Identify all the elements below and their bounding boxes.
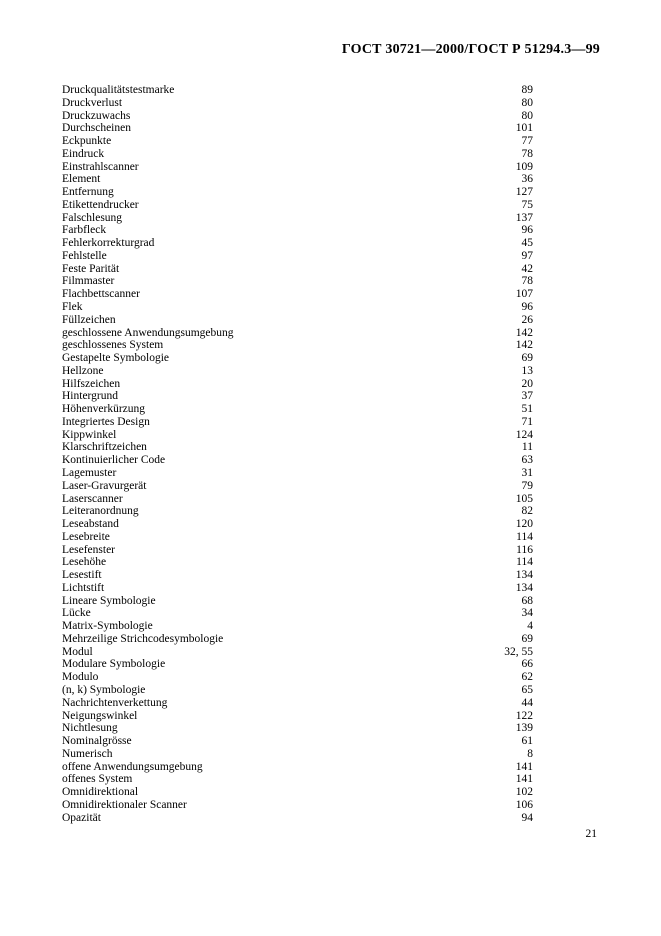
index-term: Druckzuwachs <box>62 109 131 122</box>
index-page-ref: 37 <box>521 390 533 403</box>
index-term: Kontinuierlicher Code <box>62 454 166 467</box>
index-page-ref: 4 <box>527 620 533 633</box>
index-page-ref: 26 <box>521 313 533 326</box>
index-page-ref: 42 <box>521 262 533 275</box>
index-term: Füllzeichen <box>62 313 116 326</box>
index-row <box>62 288 533 301</box>
index-term: Nominalgrösse <box>62 735 132 748</box>
index-row <box>62 199 533 212</box>
index-row <box>62 237 533 250</box>
index-page-ref: 80 <box>521 96 533 109</box>
index-row <box>62 735 533 748</box>
index-row <box>62 148 533 161</box>
index-row <box>62 390 533 403</box>
index-page-ref: 107 <box>515 288 533 301</box>
index-row <box>62 722 533 735</box>
index-row <box>62 748 533 761</box>
index-term: Opazität <box>62 811 101 824</box>
index-row <box>62 620 533 633</box>
index-term: Omnidirektionaler Scanner <box>62 798 187 811</box>
index-row <box>62 633 533 646</box>
index-page-ref: 141 <box>515 773 533 786</box>
index-page-ref: 127 <box>515 186 533 199</box>
index-page-ref: 96 <box>521 301 533 314</box>
index-page-ref: 114 <box>516 556 533 569</box>
index-page-ref: 20 <box>521 377 533 390</box>
index-page-ref: 65 <box>521 683 533 696</box>
index-term: Hintergrund <box>62 390 119 403</box>
index-page-ref: 36 <box>521 173 533 186</box>
index-row <box>62 607 533 620</box>
index-row <box>62 275 533 288</box>
index-row <box>62 212 533 225</box>
index-row <box>62 135 533 148</box>
index-page-ref: 66 <box>521 658 533 671</box>
index-row <box>62 493 533 506</box>
index-term: Flachbettscanner <box>62 288 140 301</box>
index-page-ref: 94 <box>521 811 533 824</box>
index-page-ref: 96 <box>521 224 533 237</box>
index-page-ref: 97 <box>521 249 533 262</box>
index-page-ref: 82 <box>521 505 533 518</box>
index-term: Modul <box>62 645 93 658</box>
index-row <box>62 684 533 697</box>
index-term: Gestapelte Symbologie <box>62 352 169 365</box>
index-page-ref: 34 <box>521 607 533 620</box>
index-page-ref: 120 <box>515 518 533 531</box>
index-term: Fehlerkorrekturgrad <box>62 237 155 250</box>
index-row <box>62 339 533 352</box>
index-row <box>62 799 533 812</box>
index-page-ref: 68 <box>521 594 533 607</box>
index-row <box>62 84 533 97</box>
index-term: Modulo <box>62 671 99 684</box>
index-term: Neigungswinkel <box>62 709 138 722</box>
index-term: Lesehöhe <box>62 556 107 569</box>
index-row <box>62 697 533 710</box>
index-term: Lesestift <box>62 569 102 582</box>
index-term: Flek <box>62 301 83 314</box>
index-list <box>62 84 533 824</box>
index-row <box>62 710 533 723</box>
index-page-ref: 69 <box>521 352 533 365</box>
document-header-title: ГОСТ 30721—2000/ГОСТ Р 51294.3—99 <box>341 42 600 57</box>
index-row <box>62 505 533 518</box>
index-term: Mehrzeilige Strichcodesymbologie <box>62 632 224 645</box>
index-row <box>62 378 533 391</box>
index-row <box>62 671 533 684</box>
index-term: Druckqualitätstestmarke <box>62 84 175 96</box>
page-number: 21 <box>585 828 597 840</box>
index-term: Etikettendrucker <box>62 198 139 211</box>
index-term: Lagemuster <box>62 466 117 479</box>
index-page-ref: 137 <box>515 211 533 224</box>
index-row <box>62 122 533 135</box>
index-page-ref: 80 <box>521 109 533 122</box>
index-page-ref: 116 <box>516 543 533 556</box>
index-term: Höhenverkürzung <box>62 403 146 416</box>
index-page-ref: 77 <box>521 135 533 148</box>
index-page-ref: 32, 55 <box>504 645 533 658</box>
index-page-ref: 71 <box>521 415 533 428</box>
index-row <box>62 365 533 378</box>
index-row <box>62 327 533 340</box>
index-term: Fehlstelle <box>62 249 107 262</box>
index-page-ref: 109 <box>515 160 533 173</box>
index-page-ref: 114 <box>516 530 533 543</box>
index-row <box>62 595 533 608</box>
index-row <box>62 480 533 493</box>
index-page-ref: 78 <box>521 147 533 160</box>
index-row <box>62 416 533 429</box>
index-row <box>62 518 533 531</box>
index-row <box>62 646 533 659</box>
index-page-ref: 124 <box>515 428 533 441</box>
index-row <box>62 250 533 263</box>
index-page-ref: 134 <box>515 581 533 594</box>
index-row <box>62 161 533 174</box>
index-page-ref: 122 <box>515 709 533 722</box>
index-term: Klarschriftzeichen <box>62 441 147 454</box>
index-term: Numerisch <box>62 747 113 760</box>
index-page-ref: 106 <box>515 798 533 811</box>
index-page-ref: 13 <box>521 364 533 377</box>
index-term: Nichtlesung <box>62 722 118 735</box>
index-row <box>62 773 533 786</box>
index-page-ref: 31 <box>521 466 533 479</box>
index-term: Eckpunkte <box>62 135 112 148</box>
index-page-ref: 89 <box>521 84 533 96</box>
index-row <box>62 314 533 327</box>
index-row <box>62 186 533 199</box>
index-term: Laser-Gravurgerät <box>62 479 147 492</box>
index-row <box>62 467 533 480</box>
index-term: Druckverlust <box>62 96 123 109</box>
index-term: Integriertes Design <box>62 415 150 428</box>
index-term: Hellzone <box>62 364 104 377</box>
index-page-ref: 102 <box>515 786 533 799</box>
index-term: Modulare Symbologie <box>62 658 166 671</box>
index-row <box>62 569 533 582</box>
index-row <box>62 224 533 237</box>
index-page-ref: 8 <box>527 747 533 760</box>
index-term: Laserscanner <box>62 492 123 505</box>
index-page-ref: 79 <box>521 479 533 492</box>
index-row <box>62 441 533 454</box>
index-page-ref: 51 <box>521 403 533 416</box>
index-term: Falschlesung <box>62 211 123 224</box>
index-page-ref: 11 <box>521 441 533 454</box>
index-term: offenes System <box>62 773 133 786</box>
index-term: Lineare Symbologie <box>62 594 156 607</box>
index-page-ref: 141 <box>515 760 533 773</box>
index-page-ref: 61 <box>521 735 533 748</box>
index-row <box>62 97 533 110</box>
index-row <box>62 352 533 365</box>
index-term: geschlossene Anwendungsumgebung <box>62 326 234 339</box>
index-term: Lücke <box>62 607 91 620</box>
index-row <box>62 786 533 799</box>
index-term: Farbfleck <box>62 224 107 237</box>
index-page-ref: 142 <box>515 326 533 339</box>
index-page-ref: 134 <box>515 569 533 582</box>
index-term: Lichtstift <box>62 581 105 594</box>
index-term: Matrix-Symbologie <box>62 620 153 633</box>
index-term: Element <box>62 173 101 186</box>
index-term: Eindruck <box>62 147 105 160</box>
index-term: (n, k) Symbologie <box>62 683 146 696</box>
index-term: Leseabstand <box>62 518 119 531</box>
index-term: Filmmaster <box>62 275 115 288</box>
index-row <box>62 582 533 595</box>
index-term: geschlossenes System <box>62 339 164 352</box>
index-term: Omnidirektional <box>62 786 139 799</box>
index-row <box>62 761 533 774</box>
index-term: Nachrichtenverkettung <box>62 696 168 709</box>
index-page-ref: 63 <box>521 454 533 467</box>
index-row <box>62 531 533 544</box>
index-term: offene Anwendungsumgebung <box>62 760 203 773</box>
index-term: Lesebreite <box>62 530 110 543</box>
index-page-ref: 101 <box>515 122 533 135</box>
index-page-ref: 62 <box>521 671 533 684</box>
index-page-ref: 139 <box>515 722 533 735</box>
index-term: Lesefenster <box>62 543 115 556</box>
index-row <box>62 658 533 671</box>
index-row <box>62 556 533 569</box>
index-row <box>62 429 533 442</box>
index-term: Leiteranordnung <box>62 505 139 518</box>
index-term: Entfernung <box>62 186 114 199</box>
index-row <box>62 173 533 186</box>
index-page-ref: 75 <box>521 198 533 211</box>
index-row <box>62 403 533 416</box>
index-row <box>62 263 533 276</box>
index-row <box>62 544 533 557</box>
index-term: Feste Parität <box>62 262 120 275</box>
index-page-ref: 78 <box>521 275 533 288</box>
index-row <box>62 110 533 123</box>
index-term: Einstrahlscanner <box>62 160 139 173</box>
index-row <box>62 454 533 467</box>
index-page-ref: 45 <box>521 237 533 250</box>
index-term: Durchscheinen <box>62 122 131 135</box>
index-term: Hilfszeichen <box>62 377 121 390</box>
index-page-ref: 69 <box>521 632 533 645</box>
index-term: Kippwinkel <box>62 428 117 441</box>
index-page-ref: 105 <box>515 492 533 505</box>
index-row <box>62 301 533 314</box>
index-page-ref: 142 <box>515 339 533 352</box>
index-row <box>62 812 533 825</box>
index-page-ref: 44 <box>521 696 533 709</box>
